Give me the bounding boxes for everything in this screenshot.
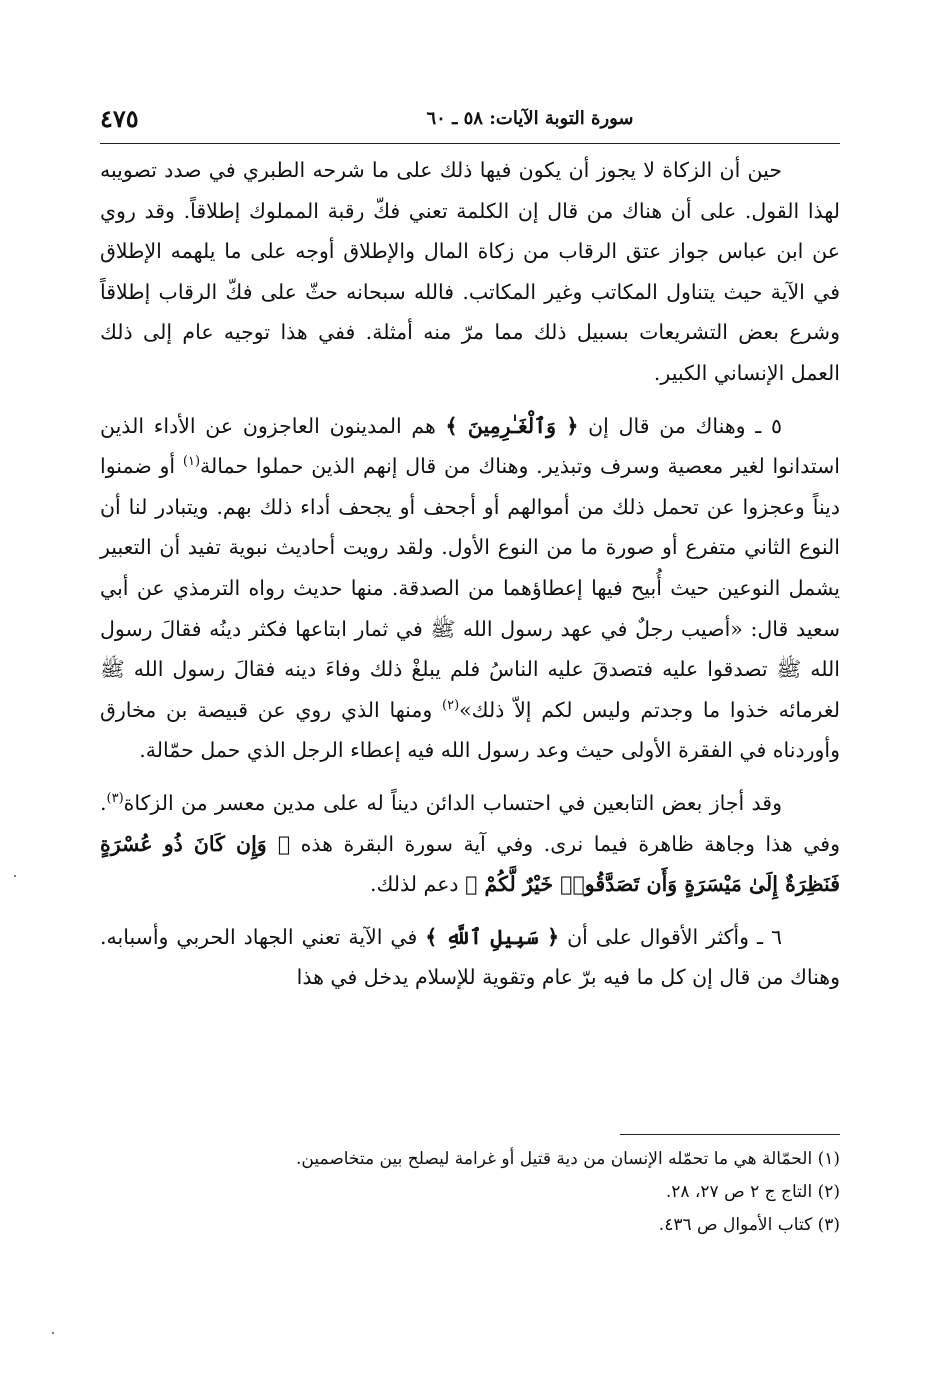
- paragraph-text: ٦ ـ وأكثر الأقوال على أن: [559, 924, 782, 949]
- paragraph-text: دعم لذلك.: [369, 872, 466, 897]
- header-divider: [100, 143, 840, 144]
- running-header: [100, 104, 840, 140]
- paragraph-text: ومنها الذي روي عن قبيصة بن مخارق وأوردناه في الفقرة الأولى حيث وعد رسول الله فيه إعطاء الرجل الذي حمل حمّالة.: [100, 697, 840, 763]
- paragraph: [100, 150, 840, 394]
- page-number: ٤٧٥: [100, 104, 139, 133]
- main-text: [100, 150, 840, 998]
- footnote-number: (١): [817, 1149, 840, 1169]
- quran-quote: ﴿ سَبِيلِ ٱللَّهِ ﴾: [425, 924, 560, 949]
- footnote-item: [100, 1143, 840, 1176]
- quran-quote: ﴿ وَإِن كَانَ ذُو عُسْرَةٍ فَنَظِرَةٌ إِلَىٰ مَيْسَرَةٍ وَأَن تَصَدَّقُوا۟ خَيْرٌ لَّكُمْ ﴾: [100, 831, 840, 897]
- footnote-number: (٢): [817, 1182, 840, 1202]
- paragraph: [100, 406, 840, 771]
- footnote-divider: [620, 1134, 840, 1135]
- footnote-ref: (٢): [442, 697, 460, 713]
- paragraph-text: . وفي هذا وجاهة ظاهرة فيما نرى. وفي آية سورة البقرة هذه: [100, 790, 840, 856]
- scan-speck: [52, 1332, 54, 1334]
- paragraph-text: في الآية تعني الجهاد الحربي وأسبابه. وهناك من قال إن كل ما فيه برّ عام وتقوية للإسلام يدخل في هذا: [100, 924, 840, 990]
- footnote-ref: (٣): [106, 791, 124, 807]
- footnote-item: [100, 1176, 840, 1209]
- footnote-ref: (١): [182, 454, 201, 470]
- footnote-text: التاج ج ٢ ص ٢٧، ٢٨.: [665, 1182, 813, 1202]
- footnote-item: [100, 1209, 840, 1242]
- chapter-title: سورة التوبة الآيات: ٥٨ ـ ٦٠: [426, 108, 634, 129]
- paragraph: [100, 917, 840, 998]
- paragraph-text: وقد أجاز بعض التابعين في احتساب الدائن ديناً له على مدين معسر من الزكاة: [123, 790, 782, 815]
- footnote-text: كتاب الأموال ص ٤٣٦.: [658, 1215, 813, 1235]
- paragraph-text: حين أن الزكاة لا يجوز أن يكون فيها ذلك على ما شرحه الطبري في صدد تصويبه لهذا القول. على أن هناك من قال إن الكلمة تعني فكّ رقبة المملوك إطلاقاً. وقد روي عن ابن عباس جواز عتق الرقاب من زكاة المال والإطلاق أوجه على ما يلهمه الإطلاق في الآية حيث يتناول المكاتب وغير المكاتب. فالله سبحانه حثّ على فكّ الرقاب إطلاقاً وشرع بعض التشريعات بسبيل ذلك مما مرّ منه أمثلة. ففي هذا توجيه عام إلى ذلك العمل الإنساني الكبير.: [100, 158, 840, 385]
- footnote-text: الحمّالة هي ما تحمّله الإنسان من دية قتيل أو غرامة ليصلح بين متخاصمين.: [296, 1149, 813, 1169]
- quran-quote: ﴿ وَٱلْغَـٰرِمِينَ ﴾: [445, 413, 579, 438]
- paragraph-text: أو ضمنوا ديناً وعجزوا عن تحمل ذلك من أموالهم أو أجحف أو يجحف أداء ذلك بهم. ويتبادر لنا أن النوع الثاني متفرع أو صورة ما من النوع الأول. ولقد رويت أحاديث نبوية تفيد أن التعبير يشمل النوعين حيث أُبيح فيها إعطاؤهما من الصدقة. منها حديث رواه الترمذي عن أبي سعيد قال: «أصيب رجلٌ في عهد رسول الله ﷺ في ثمار ابتاعها فكثر دينُه فقالَ رسول الله ﷺ تصدقوا عليه فتصدقَ عليه الناسُ فلم يبلغْ ذلك وفاءَ دينه فقالَ رسول الله ﷺ لغرمائه خذوا ما وجدتم وليس لكم إلاّ ذلك»: [100, 454, 840, 722]
- paragraph-text: ٥ ـ وهناك من قال إن: [578, 413, 783, 438]
- paragraph: [100, 783, 840, 905]
- paragraph-text: هم المدينون العاجزون عن الأداء الذين استدانوا لغير معصية وسرف وتبذير. وهناك من قال إنهم الذين حملوا حمالة: [100, 413, 840, 479]
- footnote-number: (٣): [817, 1215, 840, 1235]
- footnotes: [100, 1143, 840, 1242]
- scan-speck: [14, 875, 16, 877]
